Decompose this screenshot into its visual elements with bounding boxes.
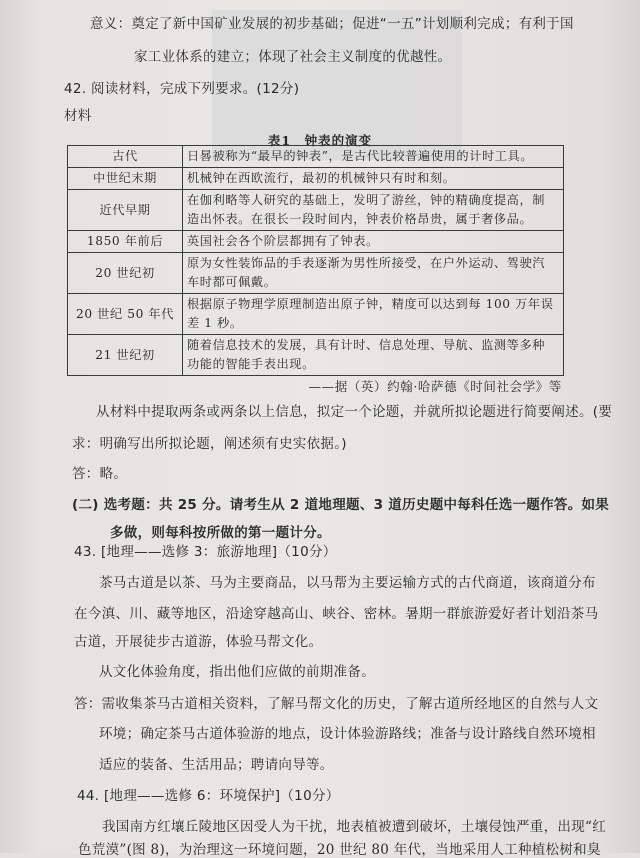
desc-cell [183,253,564,294]
era-cell: 20 世纪 50 年代 [68,294,183,335]
desc-cell [183,335,564,376]
era-cell: 近代早期 [68,190,183,231]
section2-line-2: 多做，则每科按所做的第一题计分。 [110,525,331,541]
era-cell: 21 世纪初 [68,335,183,376]
table-caption: 表1 钟表的演变 [267,133,373,148]
q44-body-line-1: 我国南方红壤丘陵地区因受人为干扰，地表植被遭到破坏，土壤侵蚀严重，出现“红 [102,819,607,835]
desc-cell [183,190,564,231]
desc-line: 随着信息技术的发展，具有计时、信息处理、导航、监测等多种 [187,338,546,352]
q43-heading: 43. [地理——选修 3：旅游地理]（10分） [74,544,337,560]
table-row [68,146,564,168]
desc-line: 在伽利略等人研究的基础上，发明了游丝，钟的精确度提高，制 [187,193,546,207]
q43-body-line-2: 在今滇、川、藏等地区，沿途穿越高山、峡谷、密林。暑期一群旅游爱好者计划沿茶马 [74,606,599,622]
era-cell: 20 世纪初 [68,253,183,294]
desc-cell [183,231,564,253]
intro-answer-line-2: 家工业体系的建立；体现了社会主义制度的优越性。 [134,49,452,65]
table-row [68,231,564,253]
q44-body-line-2: 色荒漠”(图 8)，为治理这一环境问题，20 世纪 80 年代，当地采用人工种植松树和臭 [78,842,601,858]
table-row [68,253,564,294]
q43-answer-line-2: 环境；确定茶马古道体验游的地点，设计体验游路线；准备与设计路线自然环境相 [99,726,596,742]
desc-line: 根据原子物理学原理制造出原子钟，精度可以达到每 100 万年误 [187,297,554,311]
desc-line: 功能的智能手表出现。 [187,357,315,371]
desc-cell [183,146,564,168]
desc-line: 差 1 秒。 [187,316,243,330]
desc-line: 车时都可佩戴。 [187,275,277,289]
desc-cell [183,168,564,190]
era-cell: 1850 年前后 [68,231,183,253]
era-cell: 古代 [68,146,183,168]
table-source: ——据（英）约翰·哈萨德《时间社会学》等 [308,379,562,394]
desc-line: 原为女性装饰品的手表逐渐为男性所接受，在户外运动、驾驶汽 [187,256,546,270]
table-row [68,294,564,335]
q42-answer: 答：略。 [72,466,128,482]
q42-heading: 42. 阅读材料，完成下列要求。(12分) [64,81,300,97]
intro-answer-line-1: 意义：奠定了新中国矿业发展的初步基础；促进“一五”计划顺利完成；有利于国 [90,16,574,32]
q43-question: 从文化体验角度，指出他们应做的前期准备。 [99,664,375,680]
table-row [68,190,564,231]
desc-cell [183,294,564,335]
section2-line-1: (二) 选考题：共 25 分。请考生从 2 道地理题、3 道历史题中每科任选一题作答。如果 [72,497,610,513]
table-row [68,335,564,376]
q43-answer-line-1: 答：需收集茶马古道相关资料，了解马帮文化的历史，了解古道所经地区的自然与人文 [74,696,599,712]
q43-body-line-1: 茶马古道是以茶、马为主要商品，以马帮为主要运输方式的古代商道，该商道分布 [99,575,596,591]
desc-line: 机械钟在西欧流行，最初的机械钟只有时和刻。 [187,171,456,185]
desc-line: 英国社会各个阶层都拥有了钟表。 [187,234,379,248]
q42-requirement-line-2: 求：明确写出所拟论题，阐述须有史实依据。) [72,436,347,452]
q42-requirement-line-1: 从材料中提取两条或两条以上信息，拟定一个论题，并就所拟论题进行简要阐述。(要 [96,404,613,420]
desc-line: 日晷被称为“最早的钟表”，是古代比较普遍使用的计时工具。 [187,149,534,163]
q44-heading: 44. [地理——选修 6：环境保护]（10分） [77,788,340,804]
q43-body-line-3: 古道，开展徒步古道游，体验马帮文化。 [74,634,323,650]
desc-line: 造出怀表。在很长一段时间内，钟表价格昂贵，属于奢侈品。 [187,212,533,226]
q43-answer-line-3: 适应的装备、生活用品；聘请向导等。 [99,757,334,773]
table-row [68,168,564,190]
material-label: 材料 [64,108,92,124]
era-cell: 中世纪末期 [68,168,183,190]
clock-evolution-table [67,145,564,376]
